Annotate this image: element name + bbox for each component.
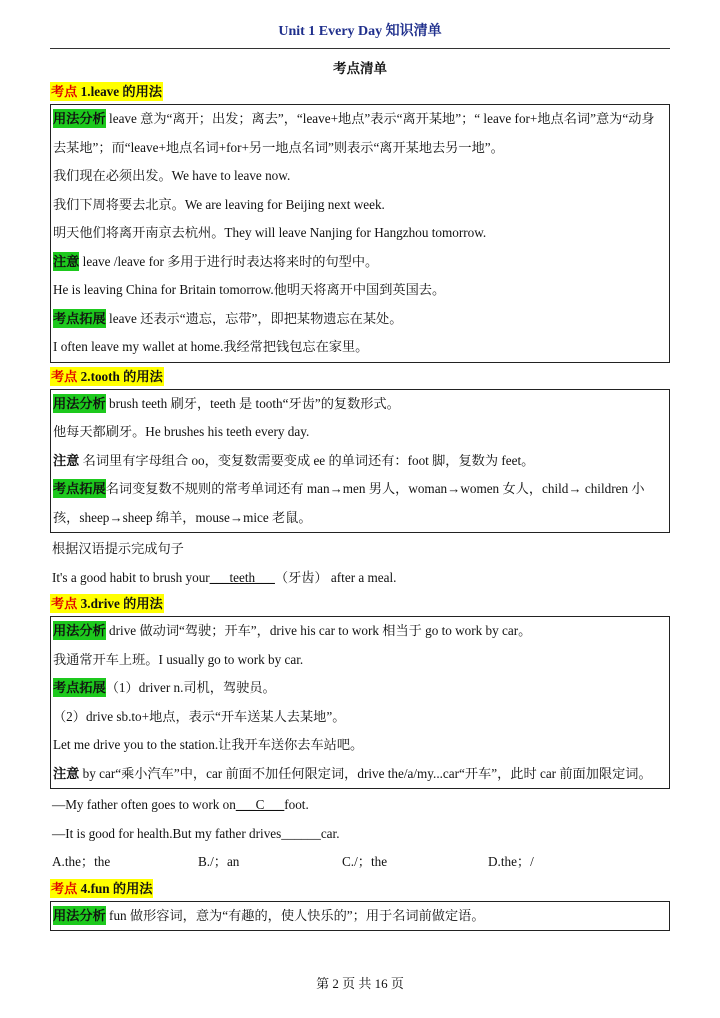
option-a: A.the；the xyxy=(52,854,111,869)
point-title: 4.fun 的用法 xyxy=(77,880,153,896)
line-text: leave 还表示“遗忘，忘带”，即把某物遗忘在某处。 xyxy=(105,310,403,326)
point-heading-highlight xyxy=(50,82,163,101)
answer-blank: ___C___ xyxy=(235,797,285,812)
point-heading-highlight xyxy=(50,367,164,386)
usage-analysis-tag: 用法分析 xyxy=(53,907,106,923)
point-heading-drive xyxy=(50,592,670,616)
box-line xyxy=(51,902,669,931)
line-text: leave 意为“离开；出发；离去”，“leave+地点”表示“离开某地”；“ leave for+地点名词”意为“动身去某地”；而“leave+地点名词+for+另一地点名词”则表示“离开某地去另一地”。 xyxy=(53,111,655,155)
point-label: 考点 xyxy=(51,84,78,99)
point-heading-fun xyxy=(50,877,670,901)
point-label: 考点 xyxy=(51,596,78,611)
box-line: He is leaving China for Britain tomorrow.他明天将离开中国到英国去。 xyxy=(53,282,446,297)
note-label: 注意 xyxy=(53,452,80,468)
section-title: 考点清单 xyxy=(333,61,387,76)
box-line xyxy=(51,617,669,646)
exercise-instruction: 根据汉语提示完成句子 xyxy=(52,541,184,556)
point-heading-highlight xyxy=(50,594,164,613)
box-line xyxy=(51,760,669,789)
usage-analysis-tag: 用法分析 xyxy=(53,623,106,638)
content xyxy=(50,80,670,933)
line-text: leave /leave for 多用于进行时表达将来时的句型中。 xyxy=(79,253,379,269)
point-box-drive xyxy=(50,616,670,789)
box-line xyxy=(51,105,669,162)
usage-analysis-tag: 用法分析 xyxy=(53,111,106,126)
line-text: 名词变复数不规则的常考单词还有 man→men 男人，woman→women 女人，child→ children 小孩，sheep→sheep 绵羊，mouse→mice 老鼠。 xyxy=(53,481,645,525)
box-line: 我们现在必须出发。We have to leave now. xyxy=(53,168,291,183)
exercise-options xyxy=(50,848,670,877)
line-text: drive 做动词“驾驶；开车”，drive his car to work 相当于 go to work by car。 xyxy=(105,623,532,638)
extension-tag: 考点拓展 xyxy=(53,481,106,496)
note-tag: 注意 xyxy=(53,253,80,269)
extension-tag: 考点拓展 xyxy=(53,680,106,695)
box-line xyxy=(51,248,669,277)
sentence-before: It's a good habit to brush your xyxy=(52,569,210,585)
exercise-question-2: —It is good for health.But my father drives______car. xyxy=(52,825,340,841)
line-text: （1）driver n.司机，驾驶员。 xyxy=(105,680,276,695)
box-line: 明天他们将离开南京去杭州。They will leave Nanjing for Hangzhou tomorrow. xyxy=(53,225,487,240)
point-box-tooth xyxy=(50,389,670,534)
box-line xyxy=(51,390,669,419)
box-line xyxy=(51,674,669,703)
page-footer: 第 2 页 共 16 页 xyxy=(316,976,404,991)
sentence-after: （牙齿） after a meal. xyxy=(274,569,397,585)
line-text: brush teeth 刷牙，teeth 是 tooth“牙齿”的复数形式。 xyxy=(105,395,400,411)
exercise-sentence xyxy=(50,564,670,593)
page-header: Unit 1 Every Day 知识清单 xyxy=(278,24,442,39)
exercise-question-1 xyxy=(50,791,670,820)
note-label: 注意 xyxy=(53,765,80,781)
answer-blank: ___teeth___ xyxy=(209,569,275,585)
box-line: Let me drive you to the station.让我开车送你去车站吧。 xyxy=(53,737,364,752)
box-line xyxy=(51,475,669,532)
box-line: 我通常开车上班。I usually go to work by car. xyxy=(53,651,304,667)
point-box-leave xyxy=(50,104,670,363)
extension-tag: 考点拓展 xyxy=(53,310,106,326)
point-heading-highlight xyxy=(50,879,153,898)
line-text: 名词里有字母组合 oo，变复数需要变成 ee 的单词还有：foot 脚，复数为 feet。 xyxy=(79,452,535,468)
box-line: （2）drive sb.to+地点，表示“开车送某人去某地”。 xyxy=(53,708,346,724)
box-line xyxy=(51,447,669,476)
question-before: —My father often goes to work on xyxy=(52,797,236,812)
point-label: 考点 xyxy=(51,368,78,384)
header-rule xyxy=(50,48,670,49)
point-heading-leave xyxy=(50,80,670,104)
option-d: D.the；/ xyxy=(488,854,534,869)
box-line: I often leave my wallet at home.我经常把钱包忘在家里。 xyxy=(53,339,369,354)
option-b: B./；an xyxy=(198,854,240,869)
point-box-fun xyxy=(50,901,670,932)
line-text: fun 做形容词，意为“有趣的，使人快乐的”；用于名词前做定语。 xyxy=(105,907,485,923)
box-line xyxy=(51,305,669,334)
question-after: foot. xyxy=(284,797,309,812)
option-c: C./；the xyxy=(342,854,388,869)
box-line: 我们下周将要去北京。We are leaving for Beijing next week. xyxy=(53,196,385,212)
point-heading-tooth xyxy=(50,365,670,389)
line-text: by car“乘小汽车”中，car 前面不加任何限定词，drive the/a/my...car“开车”，此时 car 前面加限定词。 xyxy=(79,765,652,781)
point-title: 3.drive 的用法 xyxy=(77,596,163,611)
usage-analysis-tag: 用法分析 xyxy=(53,395,106,411)
point-label: 考点 xyxy=(51,880,78,896)
point-title: 1.leave 的用法 xyxy=(77,84,162,99)
box-line: 他每天都刷牙。He brushes his teeth every day. xyxy=(53,424,310,439)
point-title: 2.tooth 的用法 xyxy=(77,368,163,384)
